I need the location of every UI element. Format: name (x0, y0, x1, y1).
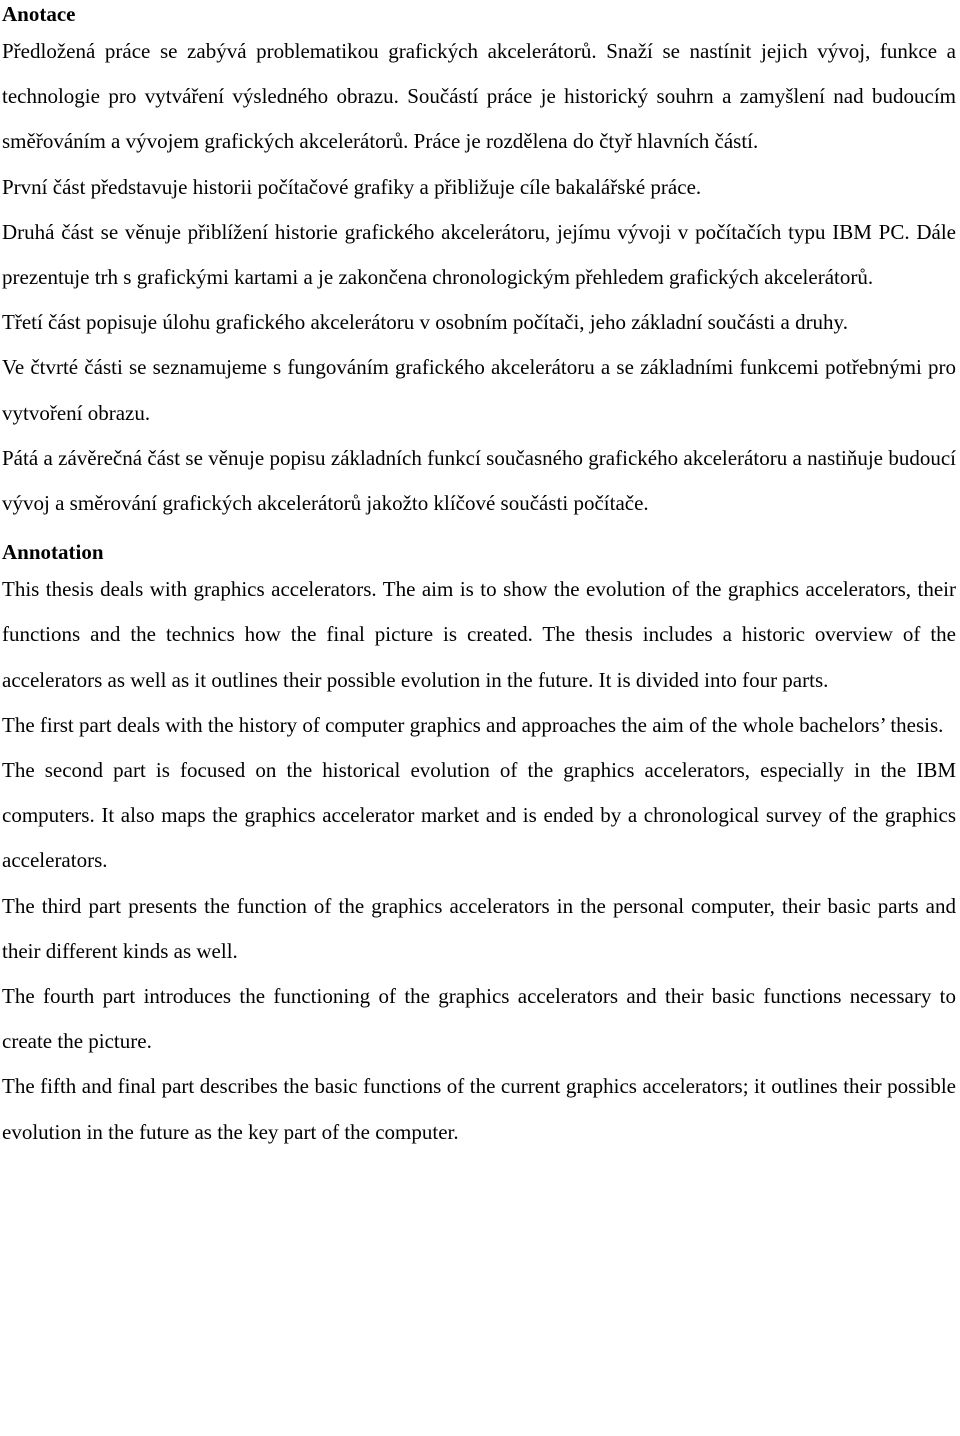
czech-paragraph: První část představuje historii počítačové grafiky a přibližuje cíle bakalářské práce. (2, 174, 702, 199)
czech-abstract-section (2, 0, 956, 526)
english-abstract-section (2, 538, 956, 1155)
czech-paragraph: Třetí část popisuje úlohu grafického akcelerátoru v osobním počítači, jeho základní součásti a druhy. (2, 310, 848, 335)
english-paragraph: This thesis deals with graphics accelerators. The aim is to show the evolution of the graphics accelerators, their functions and the technics how the final picture is created. The thesis includes a historic overview of the accelerators as well as it outlines their possible evolution in the future. It is divided into four parts. (2, 577, 956, 692)
czech-abstract-heading: Anotace (2, 2, 76, 26)
english-paragraph: The third part presents the function of the graphics accelerators in the personal computer, their basic parts and their different kinds as well. (2, 893, 956, 963)
czech-paragraph: Ve čtvrté části se seznamujeme s fungováním grafického akcelerátoru a se základními funkcemi potřebnými pro vytvoření obrazu. (2, 355, 956, 425)
english-paragraph: The fourth part introduces the functioning of the graphics accelerators and their basic functions necessary to create the picture. (2, 984, 956, 1054)
czech-paragraph: Pátá a závěrečná část se věnuje popisu základních funkcí současného grafického akcelerátoru a nastiňuje budoucí vývoj a směrování grafických akcelerátorů jakožto klíčové součásti počítače. (2, 445, 956, 516)
english-paragraph: The second part is focused on the historical evolution of the graphics accelerators, especially in the IBM computers. It also maps the graphics accelerator market and is ended by a chronological survey of the graphics accelerators. (2, 758, 956, 873)
document-page (2, 0, 956, 1155)
czech-paragraph: Druhá část se věnuje přiblížení historie grafického akcelerátoru, jejímu vývoji v počítačích typu IBM PC. Dále prezentuje trh s grafickými kartami a je zakončena chronologickým přehledem grafických akcelerátorů. (2, 219, 956, 290)
czech-paragraph: Předložená práce se zabývá problematikou grafických akcelerátorů. Snaží se nastínit jejich vývoj, funkce a technologie pro vytváření výsledného obrazu. Součástí práce je historický souhrn a zamyšlení nad budoucím směřováním a vývojem grafických akcelerátorů. Práce je rozdělena do čtyř hlavních částí. (2, 39, 956, 154)
english-paragraph: The fifth and final part describes the basic functions of the current graphics accelerators; it outlines their possible evolution in the future as the key part of the computer. (2, 1074, 956, 1144)
english-paragraph: The first part deals with the history of computer graphics and approaches the aim of the whole bachelors’ thesis. (2, 712, 944, 737)
english-abstract-heading: Annotation (2, 540, 104, 565)
